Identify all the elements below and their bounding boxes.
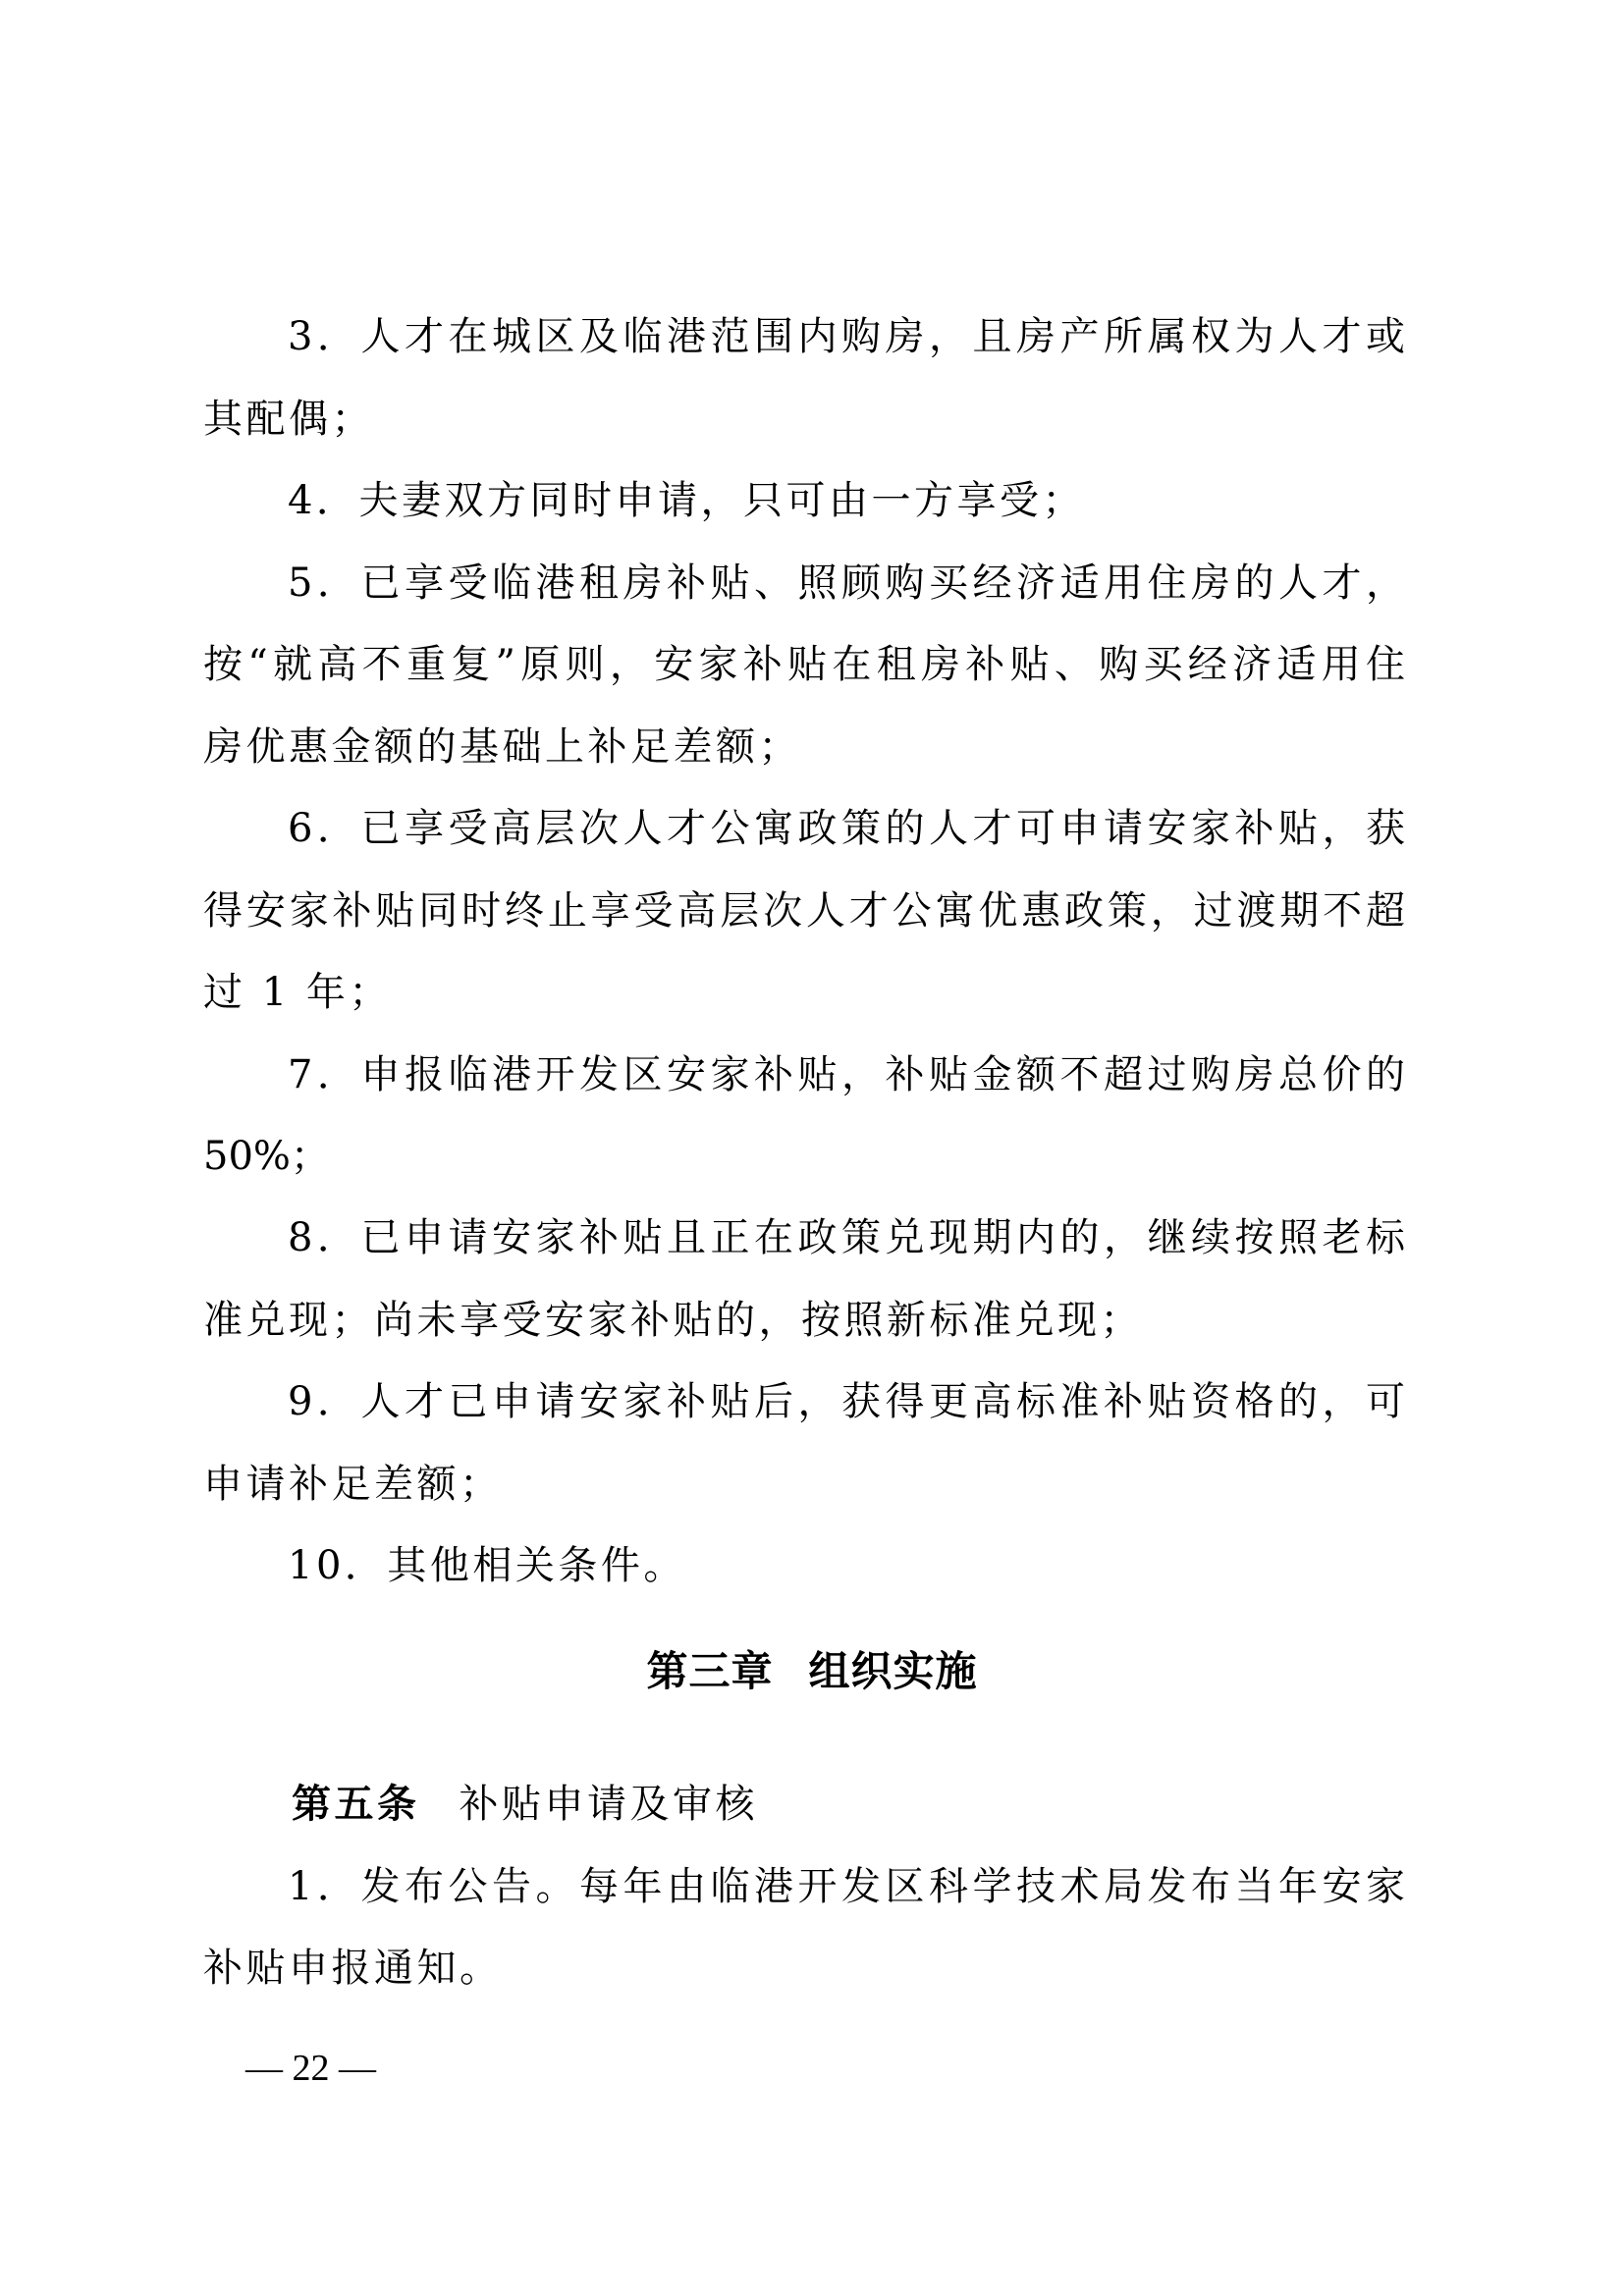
article-number: 第五条 bbox=[292, 1781, 420, 1827]
chapter-number: 第三章 bbox=[646, 1647, 774, 1695]
paragraph-line: 得安家补贴同时终止享受高层次人才公寓优惠政策，过渡期不超 bbox=[203, 888, 1405, 934]
paragraph-line: 4．夫妻双方同时申请，只可由一方享受； bbox=[288, 478, 1085, 523]
paragraph-line: 6．已享受高层次人才公寓政策的人才可申请安家补贴，获 bbox=[288, 806, 1405, 851]
paragraph-line: 按“就高不重复”原则，安家补贴在租房补贴、购买经济适用住 bbox=[203, 642, 1405, 687]
paragraph-line: 3．人才在城区及临港范围内购房，且房产所属权为人才或 bbox=[288, 314, 1405, 359]
paragraph-line: 10．其他相关条件。 bbox=[288, 1543, 686, 1588]
article-heading bbox=[292, 1775, 758, 1834]
paragraph-line: 50%； bbox=[203, 1134, 330, 1179]
paragraph-line: 7．申报临港开发区安家补贴，补贴金额不超过购房总价的 bbox=[288, 1052, 1405, 1097]
page-number: — 22 — bbox=[245, 2048, 376, 2089]
paragraph-line: 补贴申报通知。 bbox=[203, 1946, 503, 1991]
paragraph-line: 申请补足差额； bbox=[203, 1462, 503, 1507]
paragraph-line: 8．已申请安家补贴且正在政策兑现期内的，继续按照老标 bbox=[288, 1215, 1405, 1260]
paragraph-line: 过 1 年； bbox=[203, 970, 392, 1015]
chapter-heading bbox=[0, 1642, 1624, 1701]
paragraph-line: 9．人才已申请安家补贴后，获得更高标准补贴资格的，可 bbox=[288, 1379, 1405, 1424]
chapter-title: 组织实施 bbox=[808, 1647, 978, 1695]
paragraph-line: 其配偶； bbox=[203, 397, 374, 442]
paragraph-line: 1．发布公告。每年由临港开发区科学技术局发布当年安家 bbox=[288, 1864, 1405, 1909]
article-title: 补贴申请及审核 bbox=[459, 1782, 758, 1827]
paragraph-line: 5．已享受临港租房补贴、照顾购买经济适用住房的人才， bbox=[288, 561, 1405, 606]
paragraph-line: 房优惠金额的基础上补足差额； bbox=[203, 724, 801, 770]
paragraph-line: 准兑现；尚未享受安家补贴的，按照新标准兑现； bbox=[203, 1298, 1143, 1343]
